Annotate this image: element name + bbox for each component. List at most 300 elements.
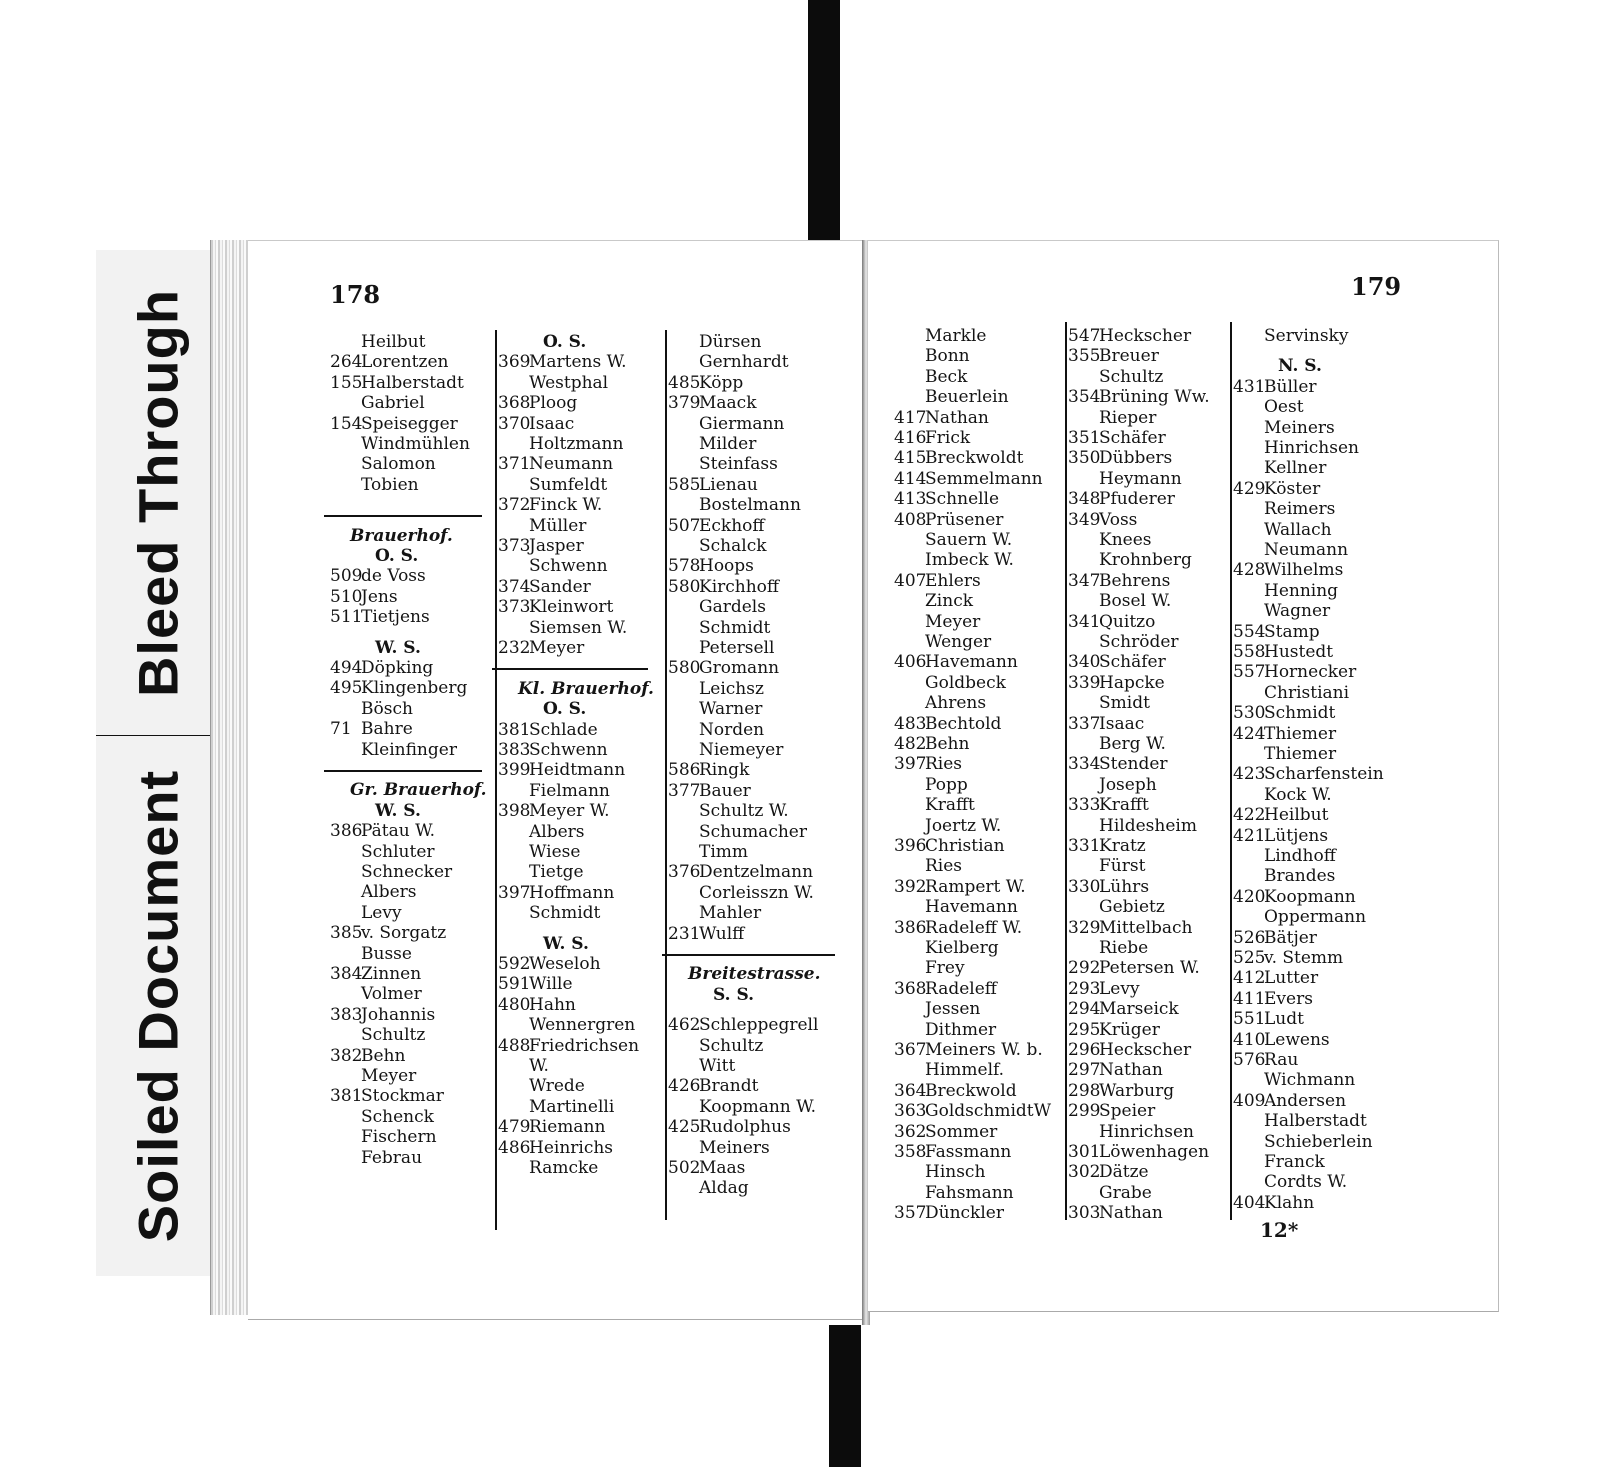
resident-name: Maack	[699, 393, 757, 414]
directory-entry	[498, 516, 586, 536]
resident-name: Speier	[1099, 1101, 1156, 1122]
resident-name: Kratz	[1099, 836, 1146, 856]
house-number: 362	[894, 1121, 927, 1142]
house-number: 404	[1233, 1192, 1266, 1213]
street-heading: Kl. Brauerhof.	[518, 678, 654, 699]
resident-name: GoldschmidtW	[925, 1101, 1052, 1122]
house-number: 297	[1068, 1060, 1101, 1081]
directory-entry	[1068, 428, 1166, 448]
resident-name: Friedrichsen	[529, 1035, 640, 1056]
directory-entry	[330, 740, 457, 760]
house-number: 392	[894, 876, 927, 897]
house-number: 417	[894, 407, 927, 428]
resident-name: Köpp	[699, 372, 744, 393]
directory-entry	[894, 979, 997, 999]
resident-name: Evers	[1264, 988, 1313, 1009]
street-heading: Breitestrasse.	[688, 964, 821, 985]
directory-entry	[498, 822, 585, 842]
directory-entry	[1068, 958, 1200, 978]
resident-name: Quitzo	[1099, 611, 1156, 632]
directory-entry	[330, 1046, 405, 1066]
resident-name: Petersen W.	[1099, 958, 1200, 979]
directory-entry	[894, 408, 989, 428]
directory-entry	[894, 489, 999, 509]
resident-name: Lutter	[1264, 968, 1319, 989]
resident-name: Breckwoldt	[925, 448, 1024, 469]
house-number: 302	[1068, 1162, 1101, 1183]
directory-entry	[894, 816, 1001, 836]
resident-name: Nathan	[1099, 1060, 1163, 1081]
house-number: 382	[330, 1045, 363, 1066]
resident-name: Köster	[1264, 478, 1321, 499]
house-number: 369	[498, 352, 531, 373]
directory-entry	[668, 1138, 770, 1158]
resident-name: Warner	[699, 699, 763, 720]
resident-name: Dentzelmann	[699, 862, 814, 883]
directory-entry	[668, 1056, 735, 1076]
resident-name: Eckhoff	[699, 515, 765, 536]
house-number: 580	[668, 658, 701, 679]
resident-name: Hapcke	[1099, 672, 1165, 693]
directory-entry	[1233, 1009, 1304, 1029]
resident-name: Giermann	[699, 413, 785, 434]
directory-entry	[894, 958, 965, 978]
directory-entry	[1068, 816, 1197, 836]
resident-name: Levy	[1099, 978, 1140, 999]
resident-name: Bahre	[361, 719, 413, 740]
directory-entry	[498, 454, 613, 474]
resident-name: Bauer	[699, 780, 751, 801]
house-number: 479	[498, 1117, 531, 1138]
resident-name: Kock W.	[1264, 784, 1332, 805]
resident-name: Speisegger	[361, 413, 458, 434]
directory-entry	[498, 1076, 585, 1096]
resident-name: Döpking	[361, 658, 434, 678]
directory-entry	[668, 903, 761, 923]
directory-entry	[668, 332, 761, 352]
directory-entry	[330, 587, 398, 607]
resident-name: Corleisszn W.	[699, 882, 814, 903]
directory-entry	[1068, 999, 1179, 1019]
house-number: 341	[1068, 611, 1101, 632]
resident-name: Radeleff	[925, 978, 997, 999]
directory-entry	[498, 974, 573, 994]
resident-name: Albers	[529, 821, 585, 842]
directory-entry	[894, 673, 1006, 693]
house-number: 351	[1068, 428, 1101, 448]
resident-name: Aldag	[699, 1178, 749, 1199]
directory-entry	[1068, 346, 1159, 366]
resident-name: Brüning Ww.	[1099, 387, 1210, 408]
house-number: 370	[498, 413, 531, 434]
house-number: 488	[498, 1035, 531, 1056]
directory-entry	[330, 1127, 437, 1147]
resident-name: Timm	[699, 842, 749, 862]
house-number: 510	[330, 586, 363, 607]
directory-entry	[1068, 652, 1166, 672]
house-number: 331	[1068, 836, 1101, 856]
street-side-heading: W. S.	[375, 637, 421, 658]
house-number: 547	[1068, 326, 1101, 346]
resident-name: de Voss	[361, 566, 426, 587]
directory-entry	[894, 775, 968, 795]
resident-name: Löwenhagen	[1099, 1142, 1210, 1162]
resident-name: Popp	[925, 774, 968, 795]
directory-entry	[1068, 734, 1166, 754]
resident-name: Koopmann W.	[699, 1096, 817, 1117]
resident-name: Krüger	[1099, 1019, 1160, 1040]
directory-entry	[894, 1183, 1014, 1203]
resident-name: Hildesheim	[1099, 815, 1197, 836]
directory-entry	[1068, 1040, 1191, 1060]
directory-entry	[1068, 693, 1150, 713]
resident-name: Dürsen	[699, 332, 762, 352]
house-number: 424	[1233, 723, 1266, 744]
resident-name: Knees	[1099, 530, 1152, 550]
section-rule	[662, 954, 835, 956]
directory-entry	[1233, 724, 1336, 744]
resident-name: Marseick	[1099, 999, 1179, 1020]
directory-entry	[894, 836, 1005, 856]
directory-entry	[330, 1005, 435, 1025]
resident-name: Meiners	[1264, 417, 1335, 438]
directory-entry	[1233, 520, 1332, 540]
column-separator	[495, 330, 497, 1230]
house-number: 406	[894, 652, 927, 673]
resident-name: Dünckler	[925, 1203, 1004, 1224]
directory-entry	[1233, 438, 1359, 458]
directory-entry	[1068, 550, 1192, 570]
resident-name: Klahn	[1264, 1192, 1315, 1213]
directory-entry	[330, 1107, 434, 1127]
house-number: 367	[894, 1040, 927, 1060]
house-number: 371	[498, 454, 531, 475]
directory-entry	[1233, 601, 1330, 621]
resident-name: Meiners W. b.	[925, 1040, 1043, 1060]
house-number: 292	[1068, 958, 1101, 979]
resident-name: Schwenn	[529, 556, 608, 577]
directory-entry	[1068, 469, 1182, 489]
directory-entry	[668, 883, 814, 903]
directory-entry	[668, 536, 767, 556]
house-number: 421	[1233, 825, 1266, 846]
resident-name: Fischern	[361, 1127, 437, 1148]
resident-name: Havemann	[925, 897, 1018, 918]
resident-name: Fassmann	[925, 1142, 1012, 1162]
directory-entry	[1068, 571, 1170, 591]
resident-name: Schmidt	[1264, 703, 1336, 724]
resident-name: Lührs	[1099, 876, 1150, 897]
house-number: 350	[1068, 448, 1101, 469]
directory-entry	[1068, 530, 1152, 550]
resident-name: Windmühlen	[361, 434, 470, 454]
resident-name: Schlade	[529, 719, 598, 740]
directory-entry	[894, 1122, 997, 1142]
directory-entry	[330, 434, 470, 454]
directory-entry	[330, 1148, 422, 1168]
directory-entry	[498, 862, 584, 882]
directory-entry	[498, 801, 610, 821]
house-number: 379	[668, 393, 701, 414]
directory-entry	[894, 1040, 1043, 1060]
street-heading: Brauerhof.	[350, 525, 453, 546]
resident-name: Steinfass	[699, 454, 778, 475]
directory-entry	[894, 591, 973, 611]
directory-entry	[894, 469, 1043, 489]
directory-entry	[668, 679, 764, 699]
resident-name: Sommer	[925, 1121, 998, 1142]
directory-entry	[330, 1086, 444, 1106]
house-number: 293	[1068, 978, 1101, 999]
resident-name: Christian	[925, 836, 1005, 856]
directory-entry	[1068, 510, 1137, 530]
resident-name: Jessen	[925, 999, 981, 1020]
directory-entry	[1233, 479, 1320, 499]
directory-entry	[1233, 866, 1335, 886]
house-number: 530	[1233, 703, 1266, 724]
directory-entry	[498, 1015, 635, 1035]
resident-name: Wallach	[1264, 519, 1332, 540]
directory-entry	[498, 475, 607, 495]
directory-entry	[330, 1066, 416, 1086]
resident-name: Gernhardt	[699, 352, 789, 373]
directory-entry	[668, 393, 757, 413]
directory-entry	[498, 740, 608, 760]
house-number: 483	[894, 713, 927, 734]
directory-entry	[1233, 1172, 1347, 1192]
resident-name: Bechtold	[925, 713, 1002, 734]
directory-entry	[330, 475, 419, 495]
house-number: 407	[894, 570, 927, 591]
resident-name: Andersen	[1264, 1090, 1347, 1111]
resident-name: Bostelmann	[699, 495, 801, 516]
directory-entry	[1068, 448, 1172, 468]
house-number: 294	[1068, 999, 1101, 1020]
directory-entry	[1068, 1122, 1194, 1142]
resident-name: Ringk	[699, 760, 750, 781]
directory-entry	[668, 781, 751, 801]
resident-name: Havemann	[925, 652, 1018, 673]
house-number: 425	[668, 1117, 701, 1138]
resident-name: Schmidt	[699, 617, 771, 638]
column-separator	[1230, 322, 1232, 1220]
resident-name: Ludt	[1264, 1009, 1304, 1030]
resident-name: Neumann	[1264, 540, 1349, 560]
house-number: 349	[1068, 509, 1101, 530]
directory-entry	[668, 1076, 758, 1096]
directory-entry	[668, 414, 784, 434]
resident-name: Wulff	[699, 923, 745, 944]
house-number: 231	[668, 923, 701, 944]
resident-name: Heilbut	[361, 332, 426, 352]
directory-entry	[1068, 1203, 1163, 1223]
directory-entry	[1068, 938, 1148, 958]
directory-entry	[1068, 1081, 1174, 1101]
directory-entry	[668, 556, 754, 576]
house-number: 155	[330, 372, 363, 393]
directory-entry	[894, 1060, 1004, 1080]
directory-entry	[498, 618, 627, 638]
page-edge-stack	[210, 240, 251, 1315]
resident-name: Johannis	[361, 1004, 436, 1025]
house-number: 373	[498, 536, 531, 556]
resident-name: Rieper	[1099, 407, 1157, 428]
directory-entry	[894, 652, 1018, 672]
resident-name: Finck W.	[529, 495, 603, 516]
resident-name: Febrau	[361, 1147, 423, 1168]
resident-name: Ploog	[529, 393, 578, 414]
directory-entry	[1068, 673, 1165, 693]
resident-name: Warburg	[1099, 1080, 1175, 1101]
directory-entry	[894, 571, 981, 591]
house-number: 429	[1233, 478, 1266, 499]
directory-entry	[498, 434, 623, 454]
resident-name: Dithmer	[925, 1019, 997, 1040]
directory-entry	[668, 1036, 763, 1056]
resident-name: Pfuderer	[1099, 489, 1175, 510]
soiled-document-tag	[96, 736, 220, 1276]
directory-entry	[894, 1203, 1004, 1223]
directory-entry	[668, 352, 789, 372]
directory-entry	[498, 1158, 598, 1178]
directory-entry	[1068, 591, 1171, 611]
resident-name: Heilbut	[1264, 805, 1329, 826]
resident-name: v. Sorgatz	[361, 923, 447, 944]
house-number: 374	[498, 576, 531, 597]
house-number: 592	[498, 954, 531, 974]
house-number: 554	[1233, 621, 1266, 642]
resident-name: Servinsky	[1264, 326, 1349, 346]
house-number: 410	[1233, 1029, 1266, 1050]
resident-name: Berg W.	[1099, 734, 1166, 754]
resident-name: Schenck	[361, 1106, 434, 1127]
directory-entry	[498, 995, 576, 1015]
house-number: 334	[1068, 754, 1101, 775]
resident-name: Hahn	[529, 994, 576, 1015]
directory-entry	[330, 393, 425, 413]
resident-name: Petersell	[699, 638, 775, 658]
directory-entry	[1233, 887, 1356, 907]
house-number: 585	[668, 474, 701, 495]
resident-name: Lorentzen	[361, 352, 449, 373]
resident-name: Himmelf.	[925, 1060, 1005, 1081]
directory-entry	[894, 632, 991, 652]
house-number: 525	[1233, 948, 1266, 968]
directory-entry	[894, 1101, 1051, 1121]
resident-name: Semmelmann	[925, 468, 1043, 489]
directory-entry	[498, 781, 610, 801]
resident-name: Niemeyer	[699, 740, 784, 760]
directory-entry	[330, 607, 430, 627]
directory-entry	[894, 550, 1014, 570]
house-number: 373	[498, 597, 531, 618]
house-number: 363	[894, 1101, 927, 1122]
directory-entry	[894, 612, 980, 632]
house-number: 232	[498, 638, 531, 658]
street-side-heading: S. S.	[713, 984, 755, 1005]
directory-entry	[330, 923, 446, 943]
directory-entry	[498, 842, 580, 862]
house-number: 358	[894, 1142, 927, 1162]
directory-entry	[1068, 795, 1149, 815]
house-number: 383	[498, 740, 531, 760]
directory-entry	[1233, 928, 1317, 948]
resident-name: Schnecker	[361, 862, 453, 882]
directory-entry	[1233, 622, 1320, 642]
directory-entry	[498, 597, 613, 617]
directory-entry	[894, 346, 970, 366]
house-number: 462	[668, 1015, 701, 1036]
directory-entry	[668, 1117, 791, 1137]
resident-name: Maas	[699, 1158, 746, 1178]
resident-name: Pätau W.	[361, 821, 436, 842]
house-number: 480	[498, 994, 531, 1015]
resident-name: Schumacher	[699, 821, 807, 842]
directory-entry	[668, 740, 783, 760]
directory-entry	[668, 373, 743, 393]
house-number: 347	[1068, 570, 1101, 591]
resident-name: Jens	[361, 586, 398, 607]
resident-name: Zinck	[925, 591, 974, 612]
section-rule	[324, 770, 482, 772]
directory-entry	[1068, 1142, 1209, 1162]
directory-entry	[330, 903, 402, 923]
resident-name: Tietge	[529, 862, 584, 883]
resident-name: Lienau	[699, 474, 758, 495]
house-number: 408	[894, 509, 927, 530]
directory-entry	[1233, 703, 1335, 723]
resident-name: Wrede	[529, 1076, 585, 1097]
resident-name: Meyer	[529, 638, 585, 658]
directory-entry	[498, 536, 584, 556]
directory-entry	[498, 883, 614, 903]
resident-name: Wille	[529, 974, 573, 995]
house-number: 301	[1068, 1142, 1101, 1162]
bleed-through-label: Bleed Through	[126, 288, 190, 698]
resident-name: Gebietz	[1099, 897, 1165, 918]
section-rule	[324, 515, 482, 517]
directory-entry	[330, 964, 421, 984]
house-number: 71	[330, 719, 352, 740]
resident-name: Fielmann	[529, 780, 610, 801]
resident-name: Behrens	[1099, 570, 1171, 591]
directory-entry	[668, 699, 762, 719]
resident-name: Meiners	[699, 1137, 770, 1158]
resident-name: Heckscher	[1099, 1040, 1192, 1060]
resident-name: Hinsch	[925, 1162, 986, 1183]
directory-entry	[330, 1025, 425, 1045]
resident-name: Schleppegrell	[699, 1015, 819, 1036]
directory-entry	[894, 877, 1026, 897]
directory-entry	[1233, 907, 1366, 927]
directory-entry	[498, 720, 598, 740]
house-number: 485	[668, 372, 701, 393]
house-number: 368	[894, 978, 927, 999]
resident-name: Ahrens	[925, 693, 987, 714]
resident-name: Kellner	[1264, 458, 1327, 479]
directory-entry	[894, 999, 980, 1019]
house-number: 396	[894, 836, 927, 856]
directory-entry	[1233, 989, 1313, 1009]
directory-entry	[1233, 326, 1348, 346]
directory-entry	[1233, 1070, 1355, 1090]
directory-entry	[330, 332, 425, 352]
resident-name: Heymann	[1099, 468, 1182, 489]
house-number: 416	[894, 428, 927, 448]
resident-name: Brandes	[1264, 866, 1336, 887]
resident-name: Behn	[925, 734, 970, 754]
house-number: 386	[330, 821, 363, 842]
